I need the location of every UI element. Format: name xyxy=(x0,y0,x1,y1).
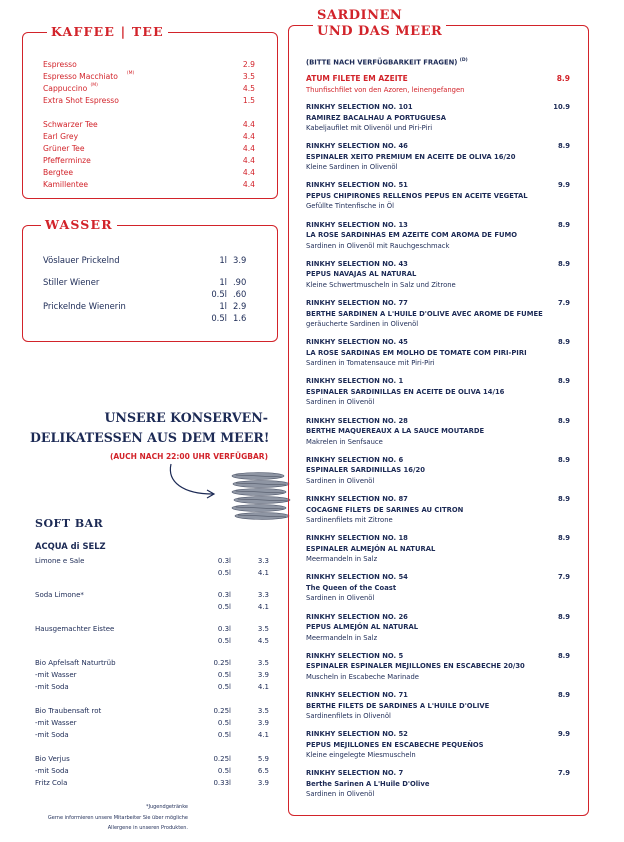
sardine-entry-desc: Sardinen in Tomatensauce mit Piri-Piri xyxy=(306,359,435,368)
softbar-item-vol: 0.5l xyxy=(217,637,231,645)
kaffee-item xyxy=(43,95,255,107)
sardine-entry-price: 7.9 xyxy=(557,573,570,582)
sardine-entry-price: 8.9 xyxy=(557,338,570,347)
softbar-item-price: 3.5 xyxy=(257,625,269,633)
sardine-entry-head: RINKHY SELECTION NO. 54 xyxy=(306,573,408,582)
kaffee-item-name: Earl Grey xyxy=(43,132,79,141)
wasser-item-price: .60 xyxy=(233,289,247,299)
softbar-item xyxy=(35,754,269,765)
featured-name: ATUM FILETE EM AZEITE xyxy=(306,74,408,83)
softbar-item-name: -mit Soda xyxy=(35,731,69,739)
softbar-item-vol: 0.5l xyxy=(217,603,231,611)
kaffee-item-name: Espresso Macchiato xyxy=(43,72,118,81)
kaffee-item-price: 4.4 xyxy=(242,180,255,189)
softbar-title: SOFT BAR xyxy=(35,517,104,530)
sardine-entry-desc: Sardinen in Olivenöl xyxy=(306,790,375,799)
softbar-item-name: -mit Wasser xyxy=(35,671,77,679)
sardine-entry-line: ESPINALER XEITO PREMIUM EN ACEITE DE OLIVA 16/20 xyxy=(306,152,516,161)
wasser-item-price: 3.9 xyxy=(233,255,247,265)
kaffee-item-price: 4.4 xyxy=(242,156,255,165)
sardine-entry-line: Berthe Sarinen A L'Huile D'Olive xyxy=(306,779,430,788)
sardine-entry-price: 8.9 xyxy=(557,259,570,268)
sardine-entry-desc: Muscheln in Escabeche Marinade xyxy=(306,672,419,681)
kaffee-item-sup: (M) xyxy=(90,83,98,88)
softbar-item-name: -mit Soda xyxy=(35,767,69,775)
sardine-entry-desc: Meermandeln in Salz xyxy=(306,555,378,564)
softbar-item xyxy=(35,766,269,777)
wasser-item-vol: 1l xyxy=(219,277,227,287)
sardine-entry-line: PEPUS ALMEJÓN AL NATURAL xyxy=(306,623,419,632)
softbar-item-name: Bio Traubensaft rot xyxy=(35,707,102,715)
sardine-entry-desc: geräucherte Sardinen in Olivenöl xyxy=(306,320,419,328)
sardine-entry-head: RINKHY SELECTION NO. 7 xyxy=(306,769,404,778)
sardine-entry-line: ESPINALER SARDINILLAS 16/20 xyxy=(306,466,425,475)
softbar-item-vol: 0.3l xyxy=(217,625,231,633)
featured-price: 8.9 xyxy=(556,74,570,83)
kaffee-item-name: Grüner Tee xyxy=(43,144,85,153)
kaffee-item-price: 4.5 xyxy=(242,84,255,93)
kaffee-item-price: 3.5 xyxy=(242,72,255,81)
sardine-entry-head: RINKHY SELECTION NO. 71 xyxy=(306,691,408,699)
sardine-entry xyxy=(306,141,570,173)
sardine-entry-head: RINKHY SELECTION NO. 6 xyxy=(306,455,404,464)
sardine-entry-line: The Queen of the Coast xyxy=(306,583,397,592)
sardine-entry-desc: Meermandeln in Salz xyxy=(306,633,378,642)
softbar-item-name: Limone e Sale xyxy=(35,557,85,565)
kaffee-item-price: 4.4 xyxy=(242,120,255,129)
konserven-heading-line1: UNSERE KONSERVEN- xyxy=(104,410,268,425)
footer-note-1: *Jugendgetränke xyxy=(145,804,188,810)
sardine-entry-price: 9.9 xyxy=(557,181,570,190)
wasser-item-vol: 0.5l xyxy=(211,313,227,323)
kaffee-item xyxy=(43,119,255,131)
kaffee-item-name: Extra Shot Espresso xyxy=(43,96,119,105)
sardine-entry xyxy=(306,376,570,408)
kaffee-item-price: 1.5 xyxy=(242,96,255,105)
sardine-entry-head: RINKHY SELECTION NO. 5 xyxy=(306,651,404,660)
softbar-item-vol: 0.33l xyxy=(213,779,231,787)
softbar-item xyxy=(35,624,269,635)
sardine-entry-line: ESPINALER ESPINALER MEJILLONES EN ESCABECHE 20/30 xyxy=(306,662,525,671)
arrow-icon xyxy=(165,462,225,502)
sardine-entry xyxy=(306,612,570,644)
softbar-item-price: 6.5 xyxy=(257,767,269,775)
kaffee-item-name: Pfefferminze xyxy=(43,156,91,165)
softbar-item xyxy=(35,706,269,717)
featured-entry xyxy=(306,74,570,95)
sardine-entry-line: COCAGNE FILETS DE SARINES AU CITRON xyxy=(306,505,464,514)
softbar-item-price: 4.1 xyxy=(257,603,269,611)
kaffee-item-name: Bergtee xyxy=(43,168,74,177)
sardine-entry-line: LA ROSE SARDINHAS EM AZEITE COM AROMA DE FUMO xyxy=(306,231,518,240)
sardine-entry-head: RINKHY SELECTION NO. 13 xyxy=(306,220,408,229)
sardine-entry-price: 9.9 xyxy=(557,730,570,739)
softbar-item-price: 3.3 xyxy=(257,557,269,565)
softbar-item xyxy=(35,556,269,567)
sardine-entry xyxy=(306,651,570,683)
sardine-illustration xyxy=(228,468,294,526)
softbar-item-price: 3.9 xyxy=(257,719,269,727)
sardine-entry-price: 8.9 xyxy=(557,612,570,621)
kaffee-item-name: Schwarzer Tee xyxy=(43,120,98,129)
softbar-item xyxy=(35,602,269,613)
sardine-entry xyxy=(306,768,570,800)
sardine-entry-desc: Kleine Sardinen in Olivenöl xyxy=(306,163,398,172)
sardine-entry-desc: Gefüllte Tintenfische in Öl xyxy=(306,202,395,211)
wasser-item-price: .90 xyxy=(233,277,247,287)
footer-note-2: Gerne informieren unsere Mitarbeiter Sie über mögliche xyxy=(47,815,188,821)
sardine-entry xyxy=(306,416,570,448)
softbar-item xyxy=(35,568,269,579)
softbar-item-name: Fritz Cola xyxy=(35,779,68,787)
wasser-item-price: 1.6 xyxy=(233,313,247,323)
softbar-item-name: -mit Soda xyxy=(35,683,69,691)
sardine-entry-desc: Sardinenfilets in Olivenöl xyxy=(306,712,391,720)
kaffee-item xyxy=(43,131,255,143)
softbar-item xyxy=(35,778,269,789)
sardine-entry-desc: Kabeljaufilet mit Olivenöl und Piri-Piri xyxy=(306,124,433,132)
wasser-title: WASSER xyxy=(41,217,117,233)
kaffee-item xyxy=(43,179,255,191)
sardine-entry xyxy=(306,220,570,252)
softbar-item xyxy=(35,670,269,681)
sardine-entry-head: RINKHY SELECTION NO. 18 xyxy=(306,534,408,543)
wasser-list xyxy=(43,252,255,332)
sardine-entry-head: RINKHY SELECTION NO. 26 xyxy=(306,612,408,621)
softbar-item-vol: 0.25l xyxy=(213,659,231,667)
sardinen-title xyxy=(313,8,446,40)
softbar-item-vol: 0.5l xyxy=(217,671,231,679)
sardine-entry-line: BERTHE FILETS DE SARDINES A L'HUILE D'OLIVE xyxy=(306,701,490,710)
softbar-item-price: 3.9 xyxy=(257,671,269,679)
softbar-item-price: 3.5 xyxy=(257,659,269,667)
kaffee-item-price: 4.4 xyxy=(242,168,255,177)
sardine-entry-head: RINKHY SELECTION NO. 77 xyxy=(306,299,408,307)
kaffee-item-name: Kamillentee xyxy=(43,180,89,189)
sardine-entry-desc: Kleine Schwertmuscheln in Salz und Zitrone xyxy=(306,280,456,289)
sardine-entry-price: 8.9 xyxy=(557,534,570,543)
kaffee-item-price: 4.4 xyxy=(242,144,255,153)
softbar-item-price: 3.9 xyxy=(257,779,269,787)
kaffee-tee-title: KAFFEE | TEE xyxy=(47,24,168,40)
wasser-item-vol: 1l xyxy=(219,255,227,265)
kaffee-item-sup: (M) xyxy=(126,71,135,76)
kaffee-item-price: 2.9 xyxy=(242,60,255,69)
softbar-subtitle: ACQUA di SELZ xyxy=(35,541,106,551)
sardine-entry xyxy=(306,180,570,212)
sardine-entry-line: BERTHE MAQUEREAUX A LA SAUCE MOUTARDE xyxy=(306,427,485,436)
sardine-entry xyxy=(306,494,570,526)
sardine-entry-head: RINKHY SELECTION NO. 28 xyxy=(306,416,408,425)
sardine-entry-desc: Sardinen in Olivenöl xyxy=(306,398,375,407)
softbar-item xyxy=(35,658,269,669)
sardine-entry-price: 8.9 xyxy=(557,691,570,699)
sardine-entry-price: 8.9 xyxy=(557,455,570,464)
softbar-item xyxy=(35,730,269,741)
softbar-item-name: Bio Apfelsaft Naturtrüb xyxy=(35,659,116,667)
softbar-item-name: Soda Limone* xyxy=(35,591,84,599)
sardine-entry-head: RINKHY SELECTION NO. 52 xyxy=(306,730,408,739)
sardine-entry xyxy=(306,690,570,722)
featured-desc: Thunfischfilet von den Azoren, leinengefangen xyxy=(306,85,465,94)
sardine-entry-line: ESPINALER SARDINILLAS EN ACEITE DE OLIVA 14/16 xyxy=(306,387,505,396)
kaffee-item xyxy=(43,71,255,83)
sardine-entry-head: RINKHY SELECTION NO. 43 xyxy=(306,259,408,268)
wasser-box xyxy=(22,217,278,342)
softbar-item-name: Hausgemachter Eistee xyxy=(35,625,115,633)
sardine-entry-price: 8.9 xyxy=(557,416,570,425)
sardine-entry xyxy=(306,455,570,487)
sardine-entry-head: RINKHY SELECTION NO. 87 xyxy=(306,495,408,503)
softbar-item-price: 4.1 xyxy=(257,569,269,577)
sardine-entry-line: RAMIREZ BACALHAU A PORTUGUESA xyxy=(306,113,446,122)
sardine-entry-price: 8.9 xyxy=(557,142,570,151)
softbar-item-price: 3.5 xyxy=(257,707,269,715)
wasser-item-name: Stiller Wiener xyxy=(43,277,100,287)
softbar-item-vol: 0.25l xyxy=(213,707,231,715)
sardinen-note xyxy=(306,56,468,67)
kaffee-item xyxy=(43,155,255,167)
sardine-entry-desc: Sardinen in Olivenöl mit Rauchgeschmack xyxy=(306,241,450,250)
sardine-entry xyxy=(306,533,570,565)
sardine-entry-line: PEPUS CHIPIRONES RELLENOS PEPUS EN ACEITE VEGETAL xyxy=(306,191,528,200)
kaffee-item xyxy=(43,83,255,95)
softbar-item xyxy=(35,682,269,693)
softbar-item-vol: 0.5l xyxy=(217,731,231,739)
sardine-entry-price: 8.9 xyxy=(557,651,570,660)
softbar-item-price: 4.1 xyxy=(257,731,269,739)
sardine-entry-head: RINKHY SELECTION NO. 51 xyxy=(306,181,408,190)
sardine-entry-price: 7.9 xyxy=(557,299,570,307)
wasser-item-name: Vöslauer Prickelnd xyxy=(43,255,120,265)
softbar-item-price: 4.1 xyxy=(257,683,269,691)
kaffee-item-name: Cappuccino xyxy=(43,84,88,93)
sardine-entry xyxy=(306,729,570,761)
sardine-entry-line: PEPUS MEJILLONES EN ESCABECHE PEQUEÑOS xyxy=(306,740,484,749)
sardine-entry xyxy=(306,102,570,134)
softbar-item-vol: 0.3l xyxy=(217,557,231,565)
softbar-item-vol: 0.5l xyxy=(217,719,231,727)
kaffee-tee-box xyxy=(22,24,278,199)
sardine-entry-head: RINKHY SELECTION NO. 101 xyxy=(306,103,413,111)
footer-note-3: Allergene in unseren Produkten. xyxy=(107,825,188,831)
softbar-item-vol: 0.25l xyxy=(213,755,231,763)
sardine-entry-desc: Sardinen in Olivenöl xyxy=(306,476,375,485)
sardine-entry-price: 8.9 xyxy=(557,495,570,503)
softbar-item-price: 5.9 xyxy=(257,755,269,763)
softbar-item-vol: 0.5l xyxy=(217,767,231,775)
sardine-entry xyxy=(306,298,570,330)
softbar-item-price: 4.5 xyxy=(257,637,269,645)
softbar-item-price: 3.3 xyxy=(257,591,269,599)
kaffee-item xyxy=(43,59,255,71)
sardine-entry-head: RINKHY SELECTION NO. 46 xyxy=(306,142,408,151)
sardine-entry-desc: Sardinen in Olivenöl xyxy=(306,594,375,603)
softbar-item xyxy=(35,590,269,601)
sardine-entry-price: 8.9 xyxy=(557,377,570,386)
wasser-item-vol: 1l xyxy=(219,301,227,311)
konserven-heading-line2: DELIKATESSEN AUS DEM MEER! xyxy=(30,430,270,445)
konserven-note: (AUCH NACH 22:00 UHR VERFÜGBAR) xyxy=(110,452,268,461)
kaffee-list xyxy=(43,55,255,195)
sardine-entry-line: BERTHE SARDINEN A L'HUILE D'OLIVE AVEC AROME DE FUMEE xyxy=(306,309,543,318)
softbar-item xyxy=(35,636,269,647)
kaffee-item-price: 4.4 xyxy=(242,132,255,141)
sardine-entry-line: LA ROSE SARDINAS EM MOLHO DE TOMATE COM PIRI-PIRI xyxy=(306,348,527,357)
sardine-entry-head: RINKHY SELECTION NO. 45 xyxy=(306,338,408,347)
sardinen-note-text: (BITTE NACH VERFÜGBARKEIT FRAGEN) xyxy=(306,58,458,67)
sardine-entry-desc: Makrelen in Senfsauce xyxy=(306,437,383,446)
softbar-item-vol: 0.3l xyxy=(217,591,231,599)
kaffee-item-name: Espresso xyxy=(43,60,77,69)
softbar-list xyxy=(35,556,269,796)
sardine-entry-desc: Kleine eingelegte Miesmuscheln xyxy=(306,751,416,760)
sardine-entry-price: 8.9 xyxy=(557,220,570,229)
softbar-item-name: Bio Verjus xyxy=(35,755,70,763)
softbar-item-name: -mit Wasser xyxy=(35,719,77,727)
wasser-item-price: 2.9 xyxy=(233,301,247,311)
sardine-entry-price: 10.9 xyxy=(553,103,570,111)
softbar-item-vol: 0.5l xyxy=(217,683,231,691)
sardine-entry-head: RINKHY SELECTION NO. 1 xyxy=(306,377,404,386)
kaffee-item xyxy=(43,167,255,179)
sardine-entry-price: 7.9 xyxy=(557,769,570,778)
sardine-entry-desc: Sardinenfilets mit Zitrone xyxy=(306,516,393,524)
sardinen-title-line2: UND DAS MEER xyxy=(317,24,443,39)
kaffee-item xyxy=(43,143,255,155)
sardinen-title-line1: SARDINEN xyxy=(317,8,403,23)
sardine-entry xyxy=(306,259,570,291)
softbar-item xyxy=(35,718,269,729)
softbar-item-vol: 0.5l xyxy=(217,569,231,577)
sardine-entry-line: PEPUS NAVAJAS AL NATURAL xyxy=(306,270,417,279)
wasser-item-name: Prickelnde Wienerin xyxy=(43,301,126,311)
sardine-entry xyxy=(306,572,570,604)
sardine-entry-line: ESPINALER ALMEJÓN AL NATURAL xyxy=(306,544,436,553)
wasser-item-vol: 0.5l xyxy=(211,289,227,299)
sardine-entry xyxy=(306,337,570,369)
sardinen-note-sup: (D) xyxy=(459,58,468,63)
